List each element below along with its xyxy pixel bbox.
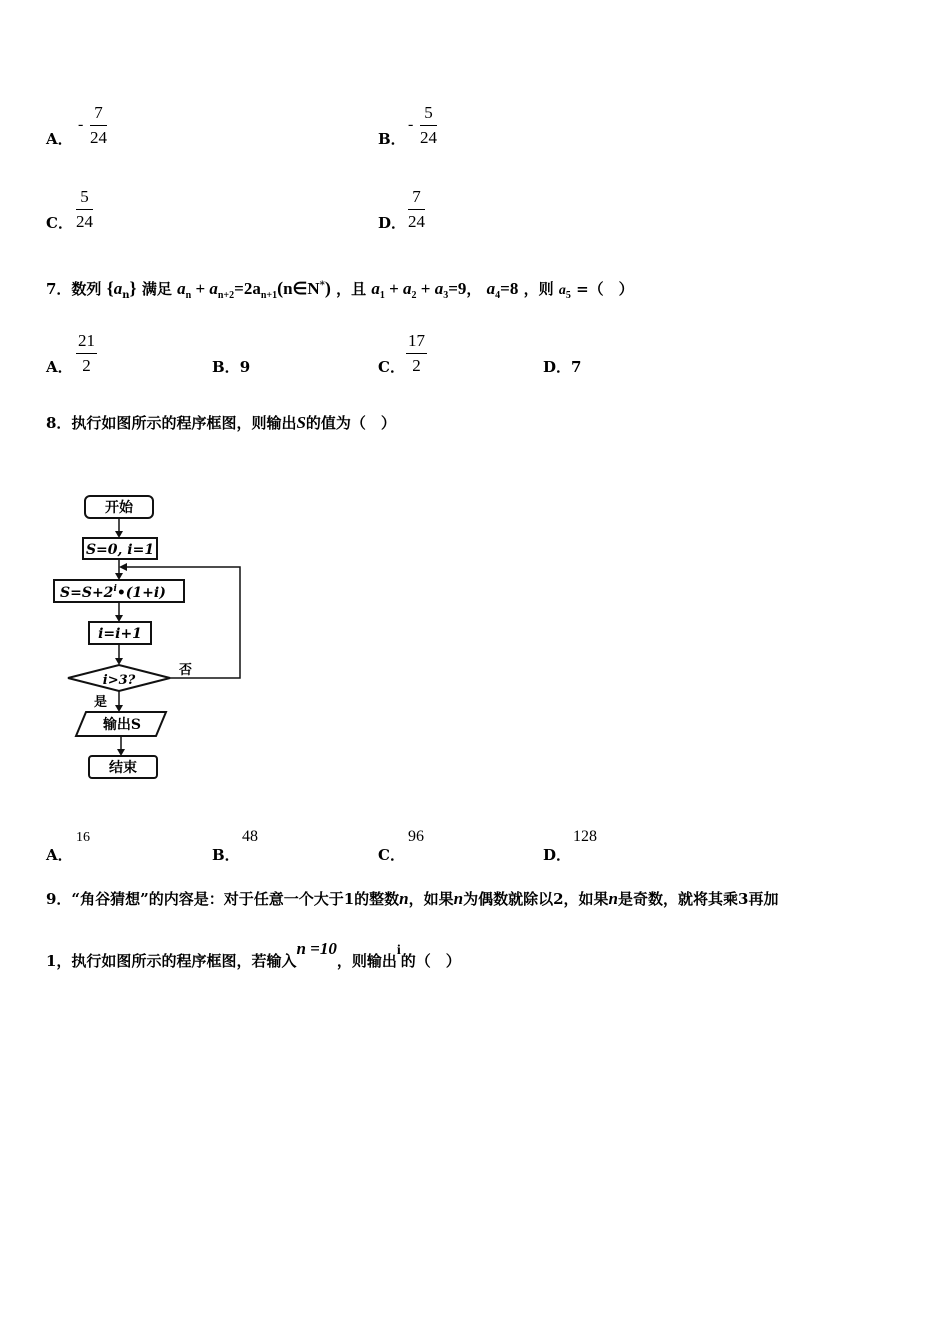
q6-option-a-sign: - [78, 116, 84, 133]
numerator: 5 [424, 103, 433, 122]
q7-option-c-label: C． [378, 358, 405, 376]
q9-input: n =10 [296, 939, 337, 958]
q6-option-a-label: A． [46, 130, 73, 148]
q7-option-b: B．9 [212, 358, 251, 376]
output-text: 输出S [102, 717, 142, 733]
q8-option-c-label: C． [378, 846, 405, 864]
denominator: 24 [76, 212, 93, 231]
q6-option-b-label: B． [378, 130, 406, 148]
q7-prefix: 7．数列 [46, 280, 102, 298]
q6-option-c-label: C． [46, 214, 73, 232]
q8-option-d-value: 128 [573, 828, 597, 845]
q6-option-b-fraction [420, 102, 437, 149]
incr-text: i=i+1 [98, 626, 142, 642]
question-7: 7．数列 $\{a_n\}$ 满足 $a_n$ + $a_{n+2}=2a_{n+1}(n\in N^*)$ ，且 $a_1 + a_2 + a_3=9$， $a_4=8$ ，则 $a_5$ =（ ） [46, 278, 634, 301]
end-text: 结束 [109, 760, 137, 776]
q7-text: 满足 [141, 280, 172, 298]
q7-condition: n∈N [283, 279, 320, 298]
q7-a4: =8 [500, 279, 519, 298]
q7-option-a-fraction: 21 2 [78, 331, 95, 375]
start-text: 开始 [105, 500, 133, 516]
question-8: 8．执行如图所示的程序框图，则输出S的值为（ ） [46, 413, 396, 432]
q6-option-c-fraction [76, 186, 93, 233]
q8-option-b-value: 48 [242, 828, 258, 845]
q7-option-a-label: A． [46, 358, 73, 376]
q8-option-d-label: D． [543, 846, 572, 864]
q7-option-d: D．7 [543, 358, 582, 376]
init-text: S=0, i=1 [85, 542, 155, 558]
denominator: 24 [420, 128, 437, 147]
yes-label: 是 [94, 695, 108, 710]
q6-option-a-fraction [90, 102, 107, 149]
flowchart [44, 470, 264, 790]
numerator: 7 [412, 187, 421, 206]
q8-option-a-label: A． [46, 846, 73, 864]
q7-option-c-fraction: 17 2 [408, 331, 425, 375]
numerator: 5 [80, 187, 89, 206]
q8-option-b-label: B． [212, 846, 240, 864]
question-9-line-1: 9．“角谷猜想”的内容是：对于任意一个大于1的整数n，如果n为偶数就除以2，如果n是奇数，就将其乘3再加 [46, 889, 779, 908]
q6-option-d-fraction [408, 186, 425, 233]
denominator: 24 [408, 212, 425, 231]
update-text: $S=S+2^i•(1+i)$ [60, 584, 166, 601]
q7-seq: a [113, 279, 123, 298]
q6-option-b-sign: - [408, 116, 414, 133]
numerator: 7 [94, 103, 103, 122]
q6-option-d-label: D． [378, 214, 407, 232]
no-label: 否 [179, 663, 193, 678]
cond-text: i>3? [102, 673, 136, 688]
q8-option-a-value: 16 [76, 830, 90, 845]
q7-sum: =9 [448, 279, 467, 298]
denominator: 24 [90, 128, 107, 147]
question-9-line-2: 1，执行如图所示的程序框图，若输入n =10，则输出i的（ ） [46, 939, 461, 970]
q8-option-c-value: 96 [408, 828, 424, 845]
q7-relation: =2a [234, 279, 261, 298]
